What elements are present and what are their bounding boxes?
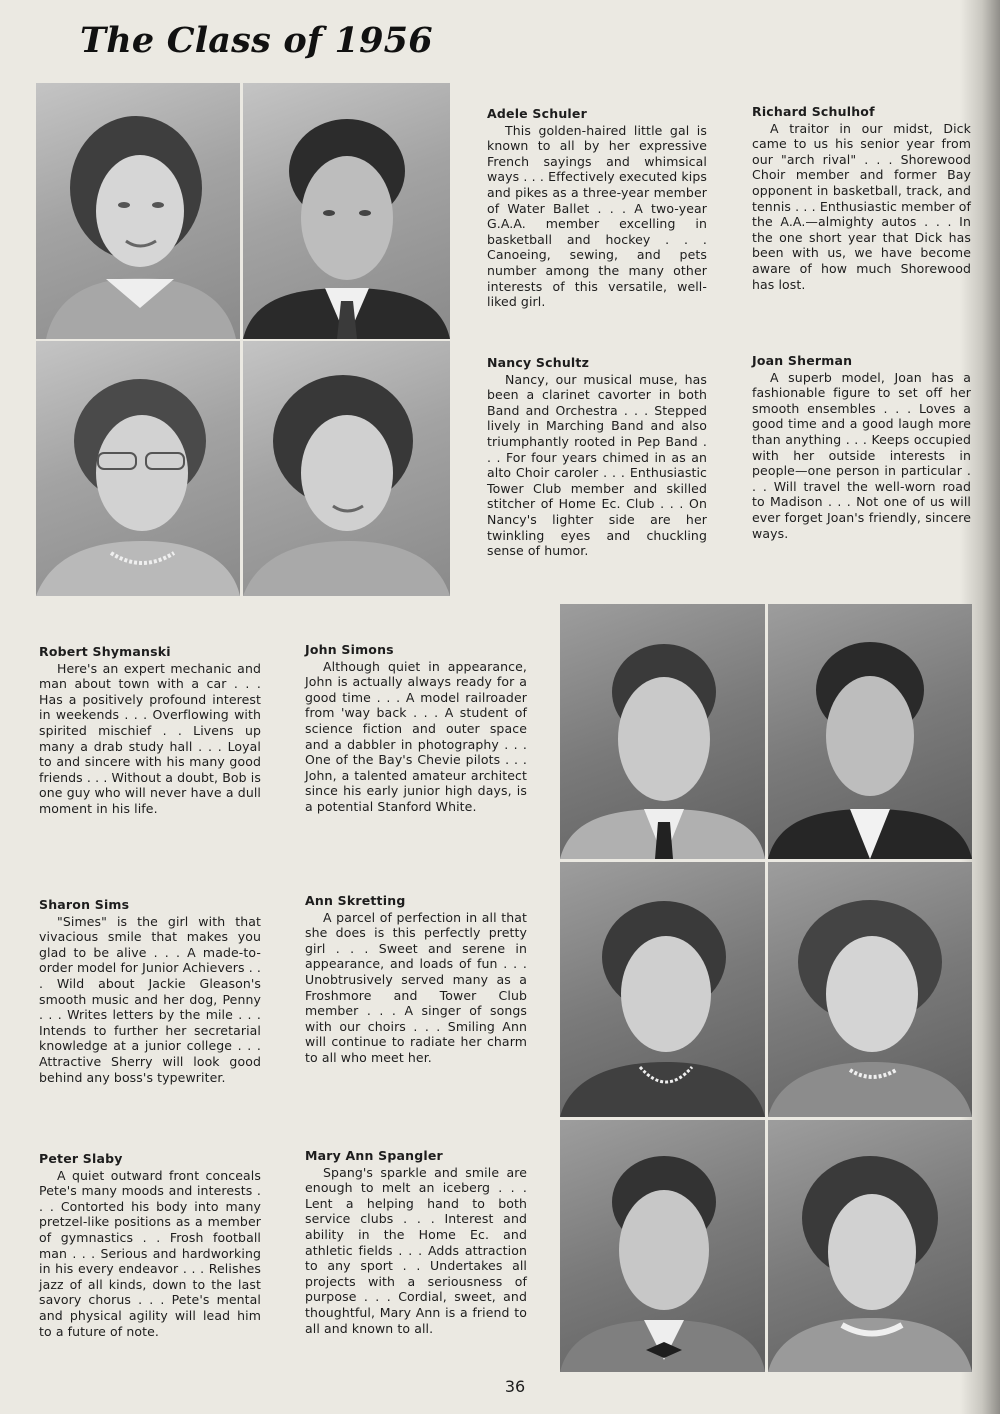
student-bio: Nancy, our musical muse, has been a clarinet cavorter in both Band and Orchestra . . . Stepped lively in Marching Band and also triumphantly rooted in Pep Band . . . For four years chimed in as an alto Choir caroler . . . Enthusiastic Tower Club member and skilled stitcher of Home Ec. Club . . . On Nancy's lighter side are her twinkling eyes and chuckling sense of humor. [487,371,707,559]
portrait-photo-peter-slaby [560,1120,765,1372]
bio-joan-sherman [752,353,971,541]
student-bio: Here's an expert mechanic and man about town with a car . . . Has a positively profound interest in weekends . . . Overflowing with spirited mischief . . Livens up many a drab study hall . . . Loyal to and sincere with his many good friends . . . Without a doubt, Bob is one guy who will never have a dull moment in his life. [39,660,261,816]
portrait-photo-robert-shymanski [768,604,972,859]
student-bio: A quiet outward front conceals Pete's many moods and interests . . . Contorted his body into many pretzel-like positions as a member of gymnastics . . Frosh football man . . . Serious and hardworking in his every endeavor . . . Relishes jazz of all kinds, down to the last savory chorus . . . Pete's mental and physical agility will lead him to a future of note. [39,1167,261,1339]
student-name: John Simons [305,642,394,657]
student-name: Joan Sherman [752,353,853,368]
bio-john-simons [305,642,527,815]
student-bio: This golden-haired little gal is known to all by her expressive French sayings and whimsical ways . . . Effectively executed kips and pikes as a three-year member of Water Ballet . . . A two-year G.A.A. member excelling in basketball and hockey . . . Canoeing, sewing, and pets number among the many other interests of this versatile, well-liked girl. [487,122,707,310]
student-bio: A parcel of perfection in all that she does is this perfectly pretty girl . . . Sweet and serene in appearance, and loads of fun . . . Unobtrusively served many as a Froshmore and Tower Club member . . . A singer of songs with our choirs . . . Smiling Ann will continue to radiate her charm to all who meet her. [305,909,527,1065]
student-bio: Spang's sparkle and smile are enough to melt an iceberg . . . Lent a helping hand to both service clubs . . . Interest and ability in the Home Ec. and athletic fields . . . Adds attraction to any sport . . Undertakes all projects with a seriousness of purpose . . . Cordial, sweet, and thoughtful, Mary Ann is a friend to all and known to all. [305,1164,527,1336]
student-name: Peter Slaby [39,1151,123,1166]
student-bio: "Simes" is the girl with that vivacious smile that makes you glad to be alive . . . A made-to-order model for Junior Achievers . . . Wild about Jackie Gleason's smooth music and her dog, Penny . . . Writes letters by the mile . . . Intends to further her secretarial knowledge at a junior college . . . Attractive Sherry will look good behind any boss's typewriter. [39,913,261,1085]
student-name: Ann Skretting [305,893,406,908]
page-number: 36 [504,1377,526,1396]
student-name: Nancy Schultz [487,355,590,370]
portrait-photo-ann-skretting [560,862,765,1117]
portrait-photo-mary-ann-spangler [768,1120,972,1372]
bio-peter-slaby [39,1151,261,1339]
portrait-photo-sharon-sims [768,862,972,1117]
student-name: Richard Schulhof [752,104,875,119]
bio-robert-shymanski [39,644,261,817]
student-name: Mary Ann Spangler [305,1148,443,1163]
bio-nancy-schultz [487,355,707,559]
portrait-photo-john-simons [560,604,765,859]
bio-sharon-sims [39,897,261,1085]
student-name: Sharon Sims [39,897,130,912]
portrait-photo-joan-sherman [243,341,450,596]
portrait-photo-nancy-schultz [36,341,240,596]
bio-ann-skretting [305,893,527,1066]
bio-mary-ann-spangler [305,1148,527,1336]
portrait-photo-adele-schuler [36,83,240,339]
student-bio: Although quiet in appearance, John is actually always ready for a good time . . . A model railroader from 'way back . . . A student of science fiction and outer space and a dabbler in photography . . . One of the Bay's Chevie pilots . . . John, a talented amateur architect since his early junior high days, is a potential Stanford White. [305,658,527,814]
bio-adele-schuler [487,106,707,310]
student-name: Robert Shymanski [39,644,171,659]
bio-richard-schulhof [752,104,971,292]
student-name: Adele Schuler [487,106,587,121]
page-title: The Class of 1956 [80,20,433,61]
portrait-photo-richard-schulhof [243,83,450,339]
student-bio: A superb model, Joan has a fashionable figure to set off her smooth ensembles . . . Loves a good time and a good laugh more than anything . . . Keeps occupied with her outside interests in people—one person in particular . . . Will travel the well-worn road to Madison . . . Not one of us will ever forget Joan's friendly, sincere ways. [752,369,971,541]
student-bio: A traitor in our midst, Dick came to us his senior year from our "arch rival" . . . Shorewood Choir member and former Bay opponent in basketball, track, and tennis . . . Enthusiastic member of the A.A.—almighty autos . . . In the one short year that Dick has been with us, we have become aware of how much Shorewood has lost. [752,120,971,292]
